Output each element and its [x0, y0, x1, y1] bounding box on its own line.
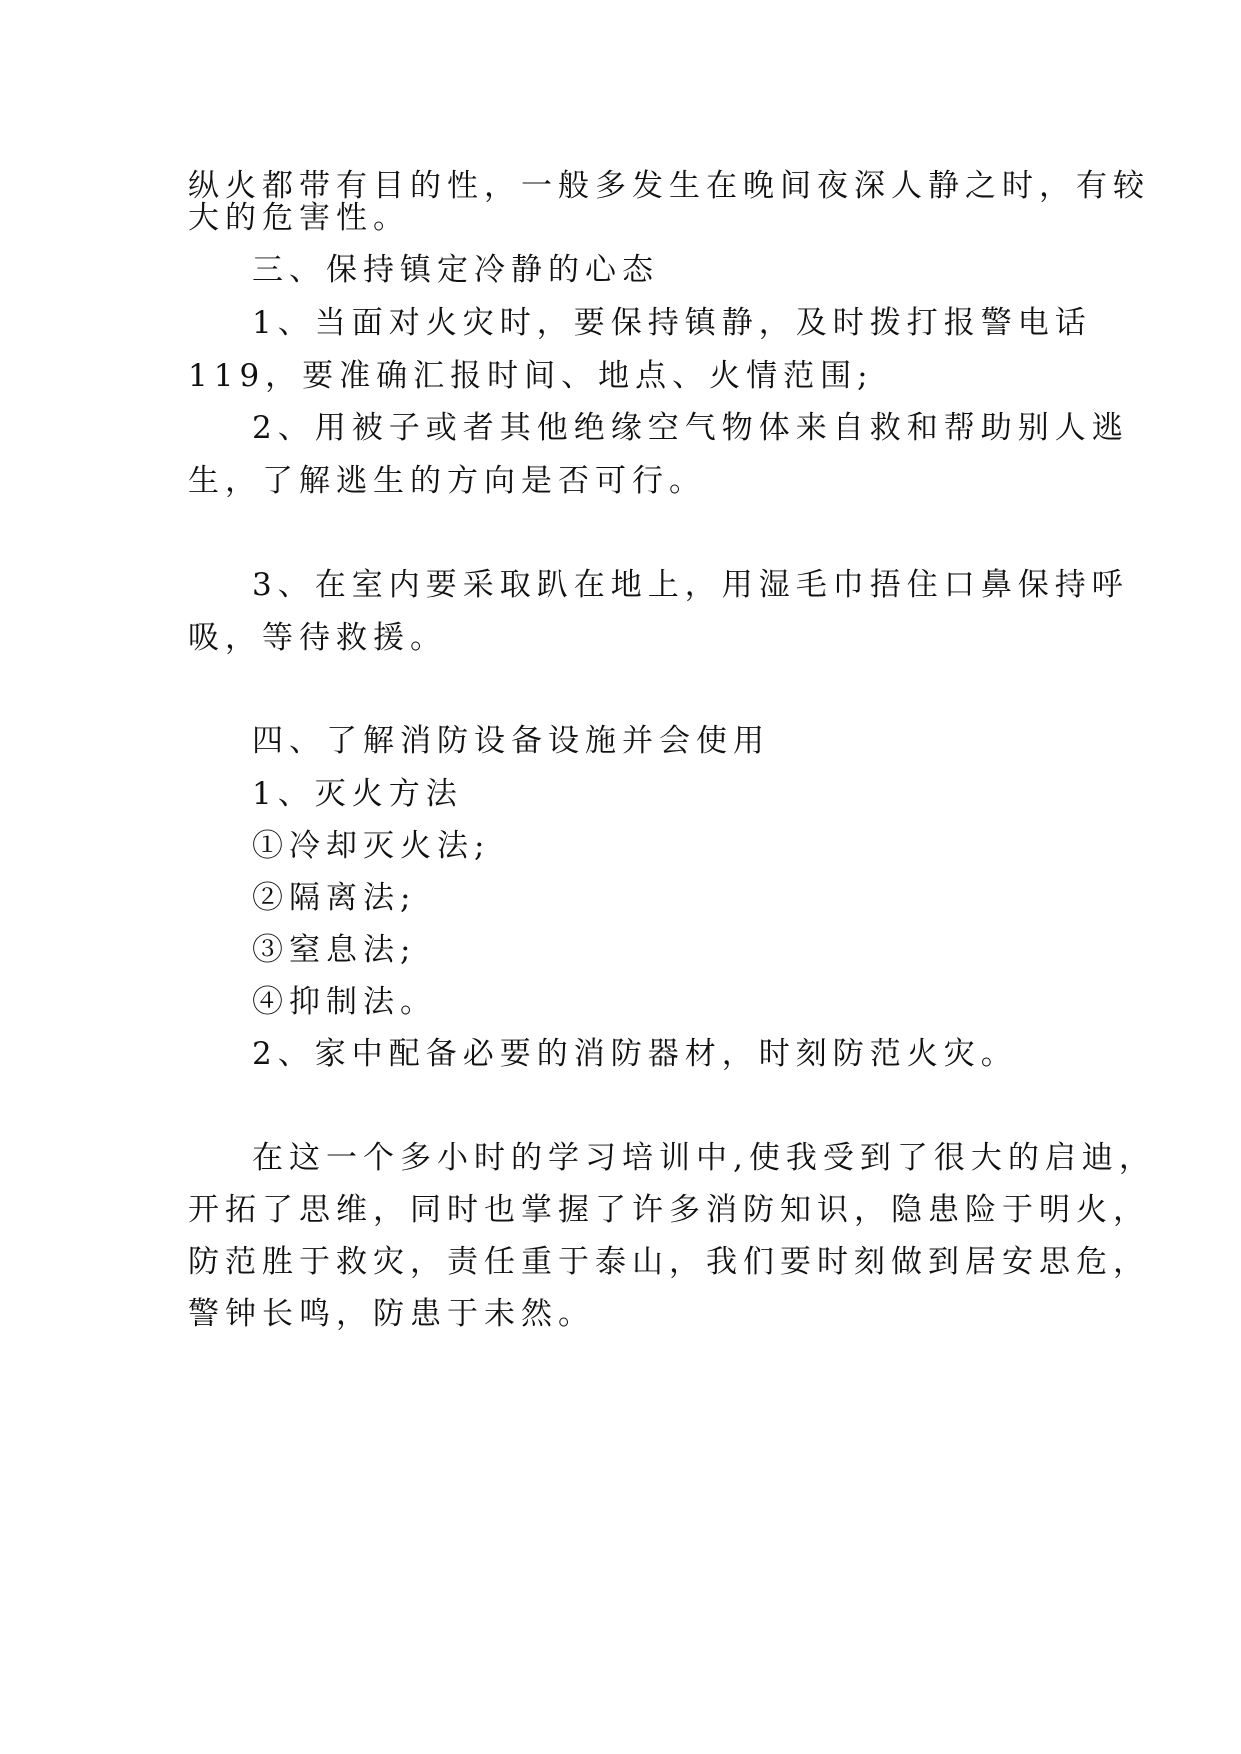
list-item: ②隔离法; — [252, 880, 417, 916]
paragraph-line: 119，要准确汇报时间、地点、火情范围; — [188, 358, 874, 394]
paragraph-line: 生，了解逃生的方向是否可行。 — [188, 463, 706, 499]
list-item: ①冷却灭火法; — [252, 828, 491, 864]
paragraph-line: 2、用被子或者其他绝缘空气物体来自救和帮助别人逃 — [252, 410, 1129, 446]
paragraph-line: 吸，等待救援。 — [188, 620, 447, 656]
section-heading: 三、保持镇定冷静的心态 — [252, 252, 659, 288]
paragraph-line: 防范胜于救灾，责任重于泰山，我们要时刻做到居安思危， — [188, 1244, 1150, 1280]
paragraph-line: 3、在室内要采取趴在地上，用湿毛巾捂住口鼻保持呼 — [252, 567, 1129, 603]
paragraph-line: 在这一个多小时的学习培训中,使我受到了很大的启迪， — [252, 1140, 1156, 1176]
subsection-heading: 1、灭火方法 — [252, 776, 463, 812]
paragraph-line: 纵火都带有目的性，一般多发生在晚间夜深人静之时，有较 — [188, 168, 1150, 204]
paragraph-line: 警钟长鸣，防患于未然。 — [188, 1296, 595, 1332]
list-item: ④抑制法。 — [252, 984, 437, 1020]
section-heading: 四、了解消防设备设施并会使用 — [252, 723, 770, 759]
paragraph-line: 开拓了思维，同时也掌握了许多消防知识，隐患险于明火， — [188, 1192, 1150, 1228]
paragraph-line: 2、家中配备必要的消防器材，时刻防范火灾。 — [252, 1036, 1018, 1072]
list-item: ③窒息法; — [252, 932, 417, 968]
paragraph-line: 大的危害性。 — [188, 200, 410, 236]
paragraph-line: 1、当面对火灾时，要保持镇静，及时拨打报警电话 — [252, 305, 1092, 341]
